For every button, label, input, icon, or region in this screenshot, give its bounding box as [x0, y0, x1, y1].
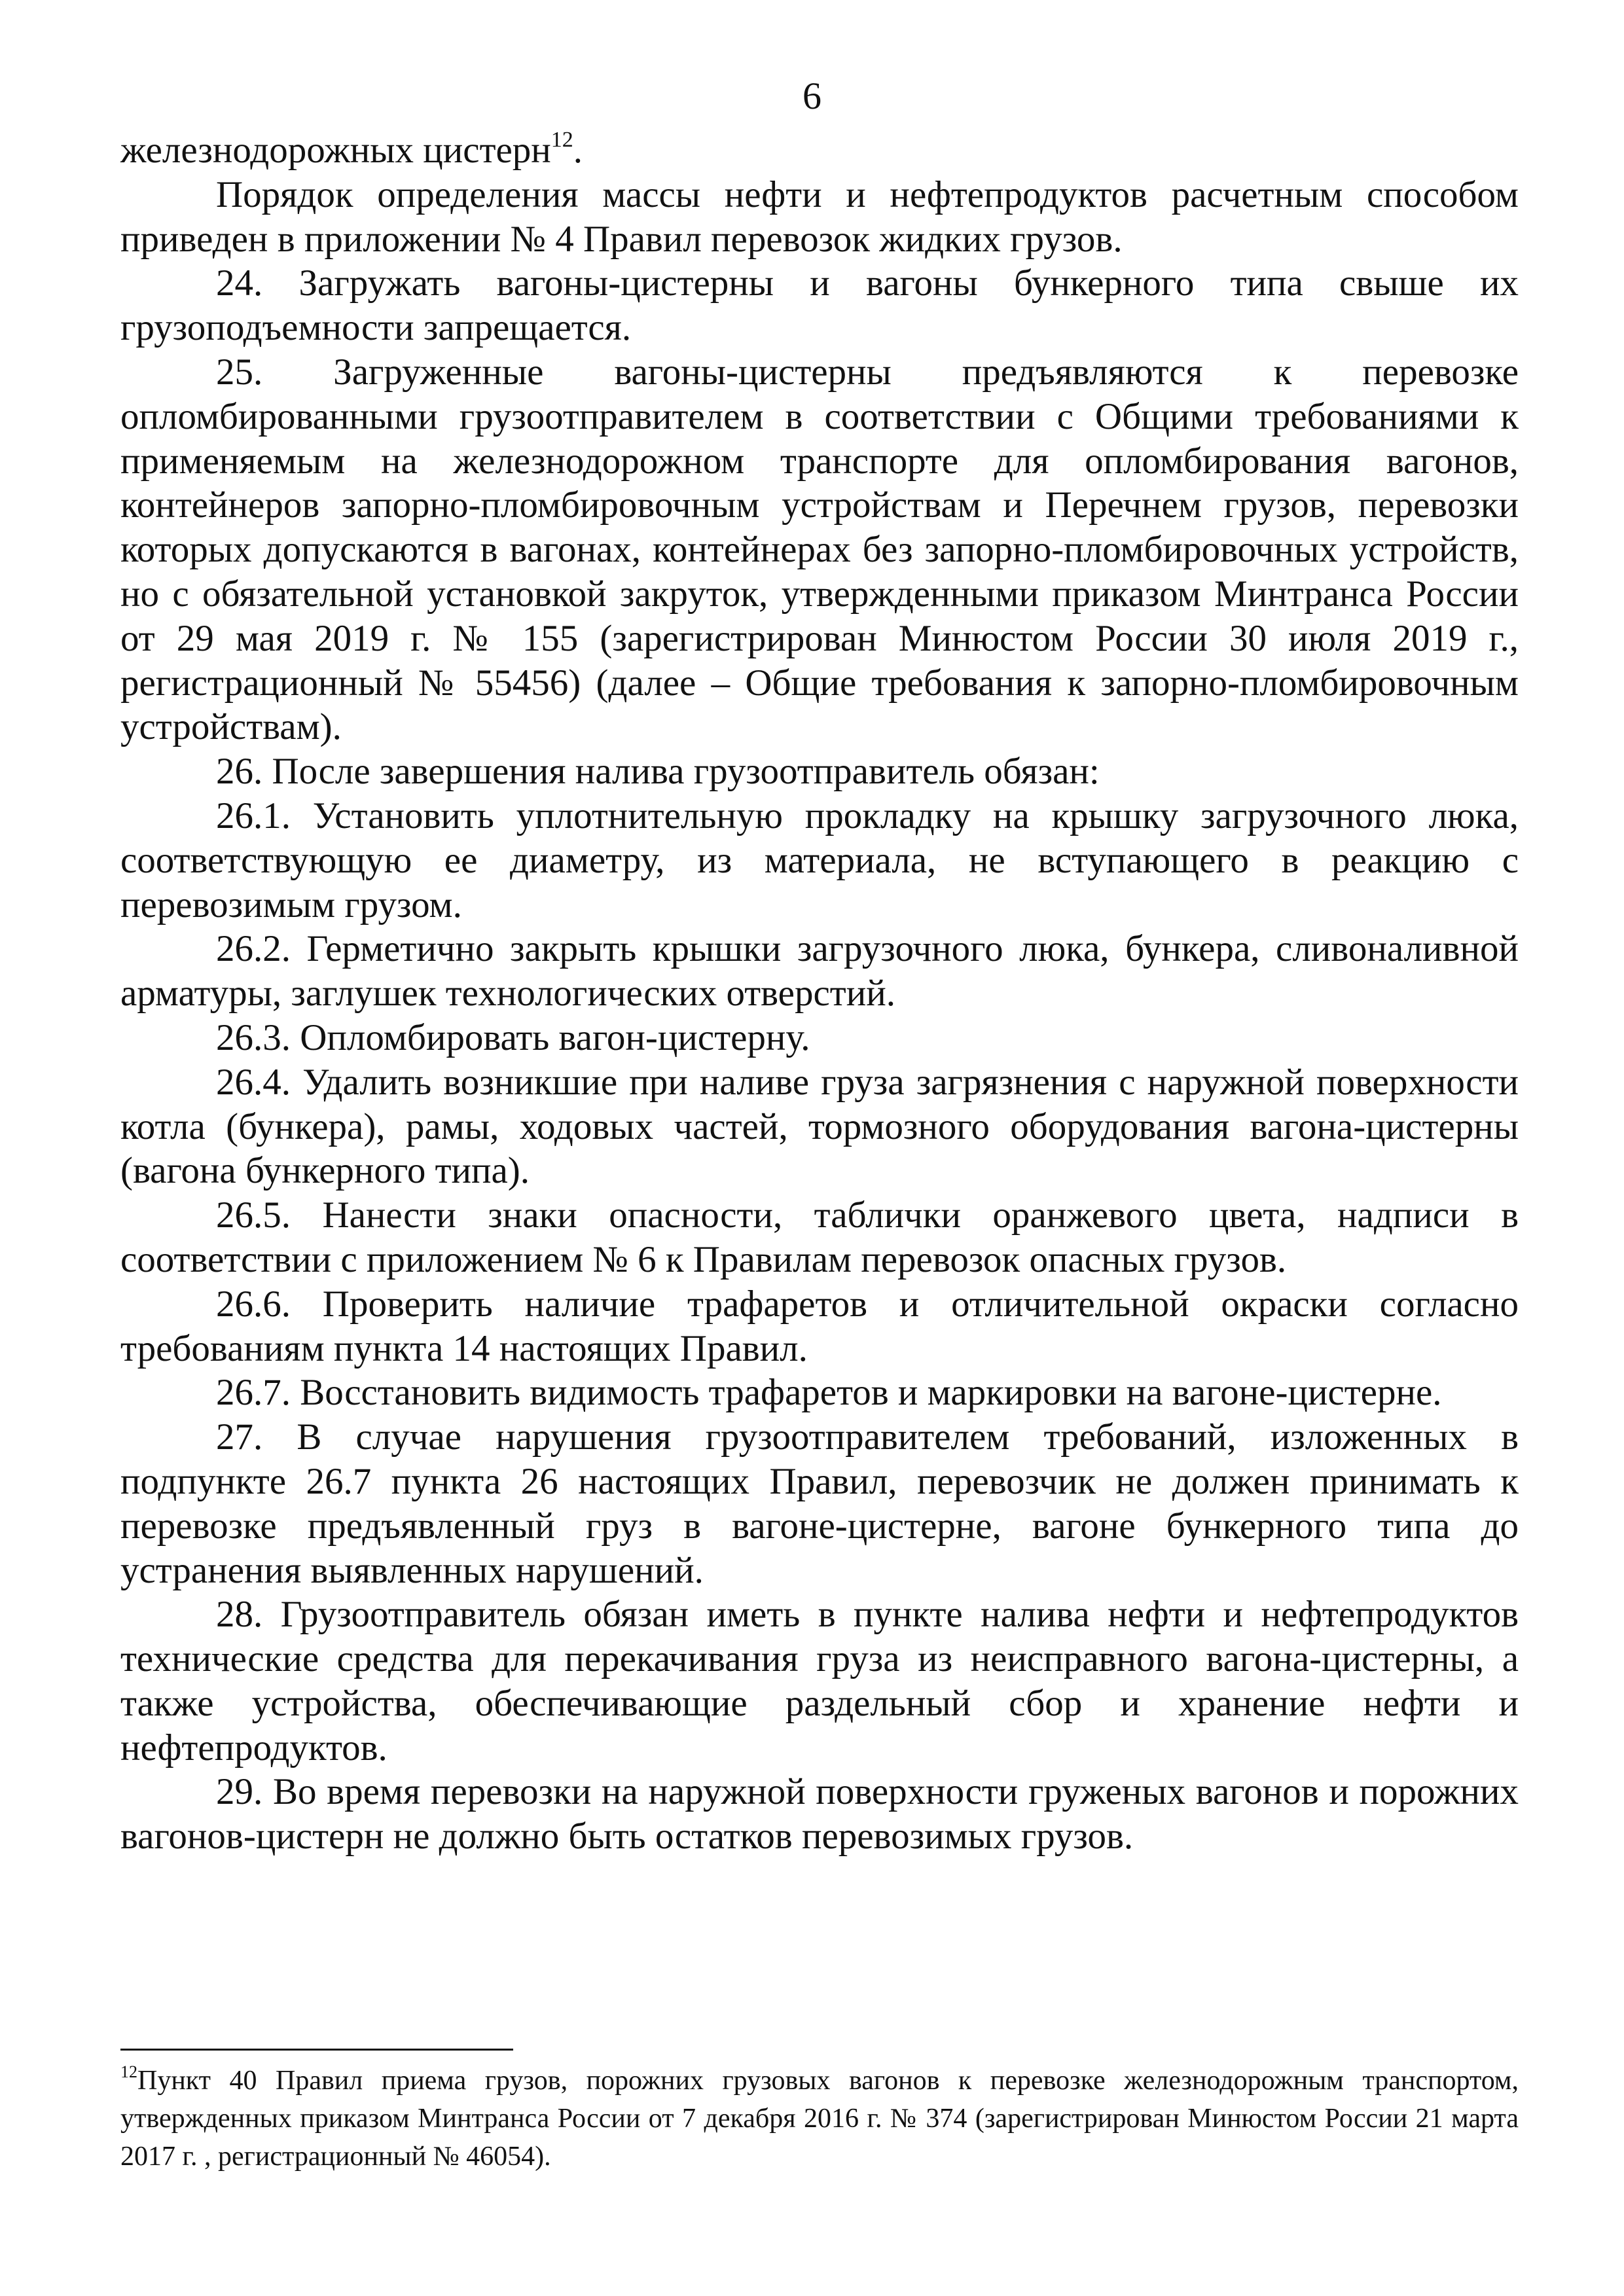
paragraph-26-2: 26.2. Герметично закрыть крышки загрузочного люка, бункера, сливоналивной арматуры, заглушек технологических отверстий. — [120, 928, 1519, 1014]
continuation-end: . — [573, 130, 583, 171]
paragraph-24: 24. Загружать вагоны-цистерны и вагоны бункерного типа свыше их грузоподъемности запрещается. — [120, 262, 1519, 349]
paragraph-26-6: 26.6. Проверить наличие трафаретов и отличительной окраски согласно требованиям пункта 14 настоящих Правил. — [120, 1283, 1519, 1369]
footnote — [120, 2062, 1519, 2176]
paragraph-27: 27. В случае нарушения грузоотправителем требований, изложенных в подпункте 26.7 пункта 26 настоящих Правил, перевозчик не должен принимать к перевозке предъявленный груз в вагоне-цистерне, вагоне бункерного типа до устранения выявленных нарушений. — [120, 1416, 1519, 1591]
paragraph-26-5: 26.5. Нанести знаки опасности, таблички оранжевого цвета, надписи в соответствии с приложением № 6 к Правилам перевозок опасных грузов. — [120, 1194, 1519, 1280]
paragraph-mass-calculation: Порядок определения массы нефти и нефтепродуктов расчетным способом приведен в приложении № 4 Правил перевозок жидких грузов. — [120, 173, 1519, 260]
paragraph-29: 29. Во время перевозки на наружной поверхности груженых вагонов и порожних вагонов-цистерн не должно быть остатков перевозимых грузов. — [120, 1771, 1519, 1857]
paragraph-26-7: 26.7. Восстановить видимость трафаретов и маркировки на вагоне-цистерне. — [216, 1372, 1442, 1414]
paragraph-26-3: 26.3. Опломбировать вагон-цистерну. — [216, 1016, 810, 1058]
document-body — [120, 128, 1519, 1859]
continuation-text: железнодорожных цистерн — [120, 130, 551, 171]
paragraph-26-1: 26.1. Установить уплотнительную прокладку на крышку загрузочного люка, соответствующую ее диаметру, из материала, не вступающего в реакцию с перевозимым грузом. — [120, 795, 1519, 925]
page-number: 6 — [803, 75, 821, 117]
paragraph-26-4: 26.4. Удалить возникшие при наливе груза загрязнения с наружной поверхности котла (бункера), рамы, ходовых частей, тормозного оборудования вагона-цистерны (вагона бункерного типа). — [120, 1061, 1519, 1192]
paragraph-25: 25. Загруженные вагоны-цистерны предъявляются к перевозке опломбированными грузоотправителем в соответствии с Общими требованиями к применяемым на железнодорожном транспорте для опломбирования вагонов, контейнеров запорно-пломбировочным устройствам и Перечнем грузов, перевозки которых допускаются в вагонах, контейнерах без запорно-пломбировочных устройств, но с обязательной установкой закруток, утвержденными приказом Минтранса России от 29 мая 2019 г. № 155 (зарегистрирован Минюстом России 30 июля 2019 г., регистрационный № 55456) (далее – Общие требования к запорно-пломбировочным устройствам). — [120, 351, 1519, 748]
footnote-divider — [120, 2049, 513, 2051]
footnote-marker: 12 — [120, 2062, 137, 2081]
paragraph-continuation — [120, 128, 1519, 173]
paragraph-28: 28. Грузоотправитель обязан иметь в пункте налива нефти и нефтепродуктов технические средства для перекачивания груза из неисправного вагона-цистерны, а также устройства, обеспечивающие раздельный сбор и хранение нефти и нефтепродуктов. — [120, 1594, 1519, 1768]
paragraph-26: 26. После завершения налива грузоотправитель обязан: — [216, 751, 1100, 793]
footnote-text: Пункт 40 Правил приема грузов, порожних грузовых вагонов к перевозке железнодорожным транспортом, утвержденных приказом Минтранса России от 7 декабря 2016 г. № 374 (зарегистрирован Минюстом России 21 марта 2017 г. , регистрационный № 46054). — [120, 2066, 1519, 2172]
footnote-reference: 12 — [550, 128, 573, 152]
